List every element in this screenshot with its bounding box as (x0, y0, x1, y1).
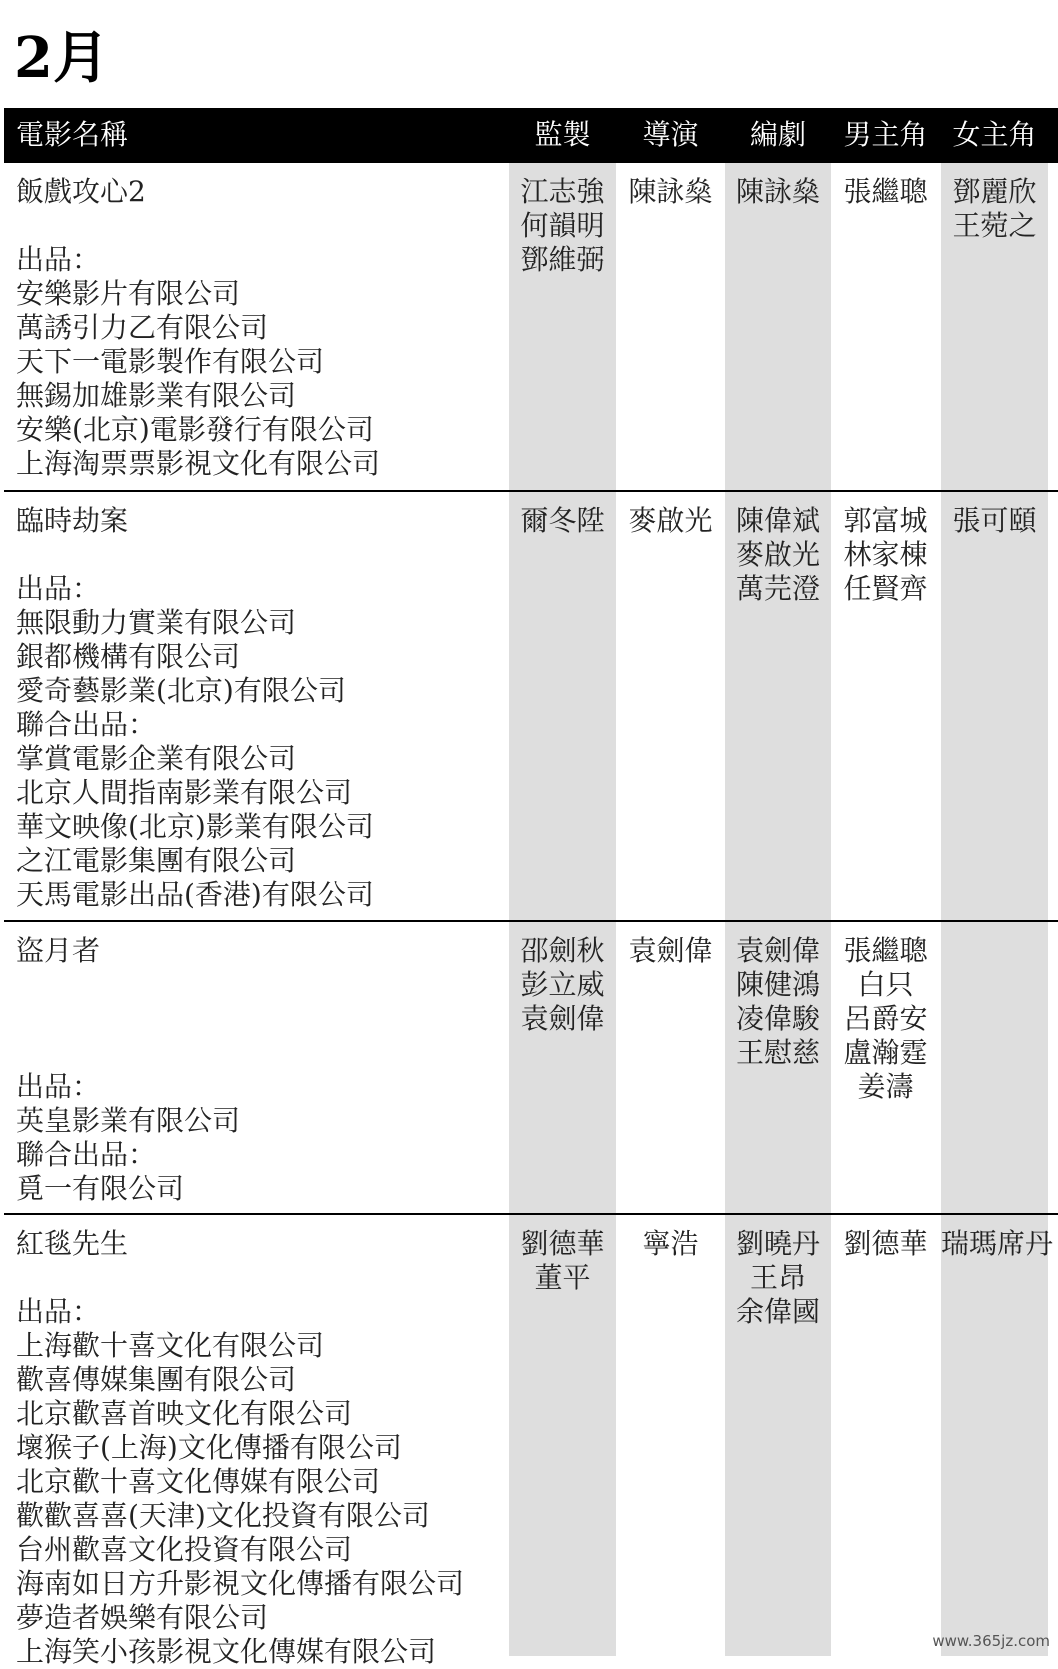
writer-name: 陳詠燊 (735, 175, 820, 208)
producer-name: 何韻明 (520, 209, 605, 242)
writer-cell (725, 175, 831, 209)
credit-line: 天馬電影出品(香港)有限公司 (16, 878, 374, 911)
credit-line: 天下一電影製作有限公司 (16, 345, 325, 378)
credit-line: 上海笑小孩影視文化傳媒有限公司 (16, 1635, 437, 1668)
credit-line: 上海淘票票影視文化有限公司 (16, 447, 381, 480)
actor-cell (832, 504, 939, 606)
producer-cell (509, 934, 616, 1036)
actress-name: 瑞瑪席丹 (941, 1227, 1054, 1260)
writer-name: 余偉國 (735, 1295, 820, 1328)
film-row (4, 163, 1058, 492)
actor-name: 劉德華 (843, 1227, 928, 1260)
film-title: 臨時劫案 (16, 504, 129, 537)
film-info (16, 504, 496, 912)
writer-name: 劉曉丹 (735, 1227, 820, 1260)
actor-name: 林家棟 (843, 538, 928, 571)
actor-name: 呂爵安 (843, 1002, 928, 1035)
actor-name: 白只 (857, 968, 914, 1001)
table-header (4, 108, 1058, 163)
actor-name: 任賢齊 (843, 572, 928, 605)
director-name: 袁劍偉 (628, 934, 713, 967)
credit-line: 之江電影集團有限公司 (16, 844, 297, 877)
producer-cell (509, 504, 616, 538)
actor-name: 盧瀚霆 (843, 1036, 928, 1069)
actor-name: 張繼聰 (843, 934, 928, 967)
header-producer: 監製 (534, 118, 591, 151)
header-title: 電影名稱 (16, 118, 129, 151)
header-writer: 編劇 (749, 118, 806, 151)
actress-cell (941, 504, 1048, 538)
credit-line: 無限動力實業有限公司 (16, 606, 297, 639)
producer-name: 劉德華 (520, 1227, 605, 1260)
producer-name: 袁劍偉 (520, 1002, 605, 1035)
credit-line: 愛奇藝影業(北京)有限公司 (16, 674, 346, 707)
credit-line: 台州歡喜文化投資有限公司 (16, 1533, 353, 1566)
credit-line: 海南如日方升影視文化傳播有限公司 (16, 1567, 465, 1600)
writer-name: 陳健鴻 (735, 968, 820, 1001)
writer-name: 袁劍偉 (735, 934, 820, 967)
actor-name: 張繼聰 (843, 175, 928, 208)
credit-line: 聯合出品： (16, 1138, 157, 1171)
credit-line: 華文映像(北京)影業有限公司 (16, 810, 374, 843)
producer-name: 彭立威 (520, 968, 605, 1001)
director-name: 陳詠燊 (628, 175, 713, 208)
actor-name: 姜濤 (857, 1070, 914, 1103)
actress-name: 張可頤 (952, 504, 1037, 537)
actress-name: 鄧麗欣 (952, 175, 1037, 208)
writer-name: 王慰慈 (735, 1036, 820, 1069)
film-row (4, 922, 1058, 1215)
actor-cell (832, 934, 939, 1104)
credit-line: 出品： (16, 243, 101, 276)
film-title: 飯戲攻心2 (16, 175, 146, 208)
producer-name: 鄧維弼 (520, 243, 605, 276)
credit-line: 北京歡喜首映文化有限公司 (16, 1397, 353, 1430)
producer-name: 邵劍秋 (520, 934, 605, 967)
film-info (16, 175, 496, 481)
credit-line: 上海歡十喜文化有限公司 (16, 1329, 325, 1362)
director-cell (617, 1227, 724, 1261)
credit-line: 聯合出品： (16, 708, 157, 741)
director-cell (617, 504, 724, 538)
month-title: 2月 (14, 25, 109, 91)
writer-name: 麥啟光 (735, 538, 820, 571)
credit-line: 北京人間指南影業有限公司 (16, 776, 353, 809)
header-actress: 女主角 (952, 118, 1037, 151)
credit-line: 夢造者娛樂有限公司 (16, 1601, 269, 1634)
film-row (4, 1215, 1058, 1668)
producer-cell (509, 175, 616, 277)
film-info (16, 1227, 496, 1669)
film-info (16, 934, 496, 1206)
credit-line: 銀都機構有限公司 (16, 640, 241, 673)
credit-line: 覓一有限公司 (16, 1172, 185, 1205)
producer-name: 爾冬陞 (520, 504, 605, 537)
writer-name: 王昂 (749, 1261, 806, 1294)
director-cell (617, 934, 724, 968)
credit-line: 出品： (16, 572, 101, 605)
writer-cell (725, 504, 831, 606)
film-row (4, 492, 1058, 922)
header-actor: 男主角 (843, 118, 928, 151)
director-name: 寧浩 (642, 1227, 699, 1260)
actor-cell (832, 1227, 939, 1261)
credit-line: 萬誘引力乙有限公司 (16, 311, 269, 344)
actress-cell (941, 175, 1048, 243)
writer-cell (725, 934, 831, 1070)
actor-name: 郭富城 (843, 504, 928, 537)
producer-name: 江志強 (520, 175, 605, 208)
writer-cell (725, 1227, 831, 1329)
credit-line: 安樂影片有限公司 (16, 277, 241, 310)
actress-cell (941, 1227, 1054, 1261)
director-name: 麥啟光 (628, 504, 713, 537)
producer-cell (509, 1227, 616, 1295)
credit-line: 掌賞電影企業有限公司 (16, 742, 297, 775)
credit-line: 北京歡十喜文化傳媒有限公司 (16, 1465, 381, 1498)
credit-line: 出品： (16, 1070, 101, 1103)
producer-name: 董平 (534, 1261, 591, 1294)
film-title: 紅毯先生 (16, 1227, 129, 1260)
writer-name: 陳偉斌 (735, 504, 820, 537)
director-cell (617, 175, 724, 209)
header-director: 導演 (642, 118, 699, 151)
actor-cell (832, 175, 939, 209)
credit-line: 無錫加雄影業有限公司 (16, 379, 297, 412)
credit-line: 英皇影業有限公司 (16, 1104, 241, 1137)
actress-name: 王菀之 (952, 209, 1037, 242)
watermark-text: www.365jz.com (932, 1632, 1050, 1650)
film-title: 盜月者 (16, 934, 101, 967)
credit-line: 出品： (16, 1295, 101, 1328)
writer-name: 萬芫澄 (735, 572, 820, 605)
credit-line: 歡歡喜喜(天津)文化投資有限公司 (16, 1499, 430, 1532)
credit-line: 歡喜傳媒集團有限公司 (16, 1363, 297, 1396)
credit-line: 安樂(北京)電影發行有限公司 (16, 413, 374, 446)
credit-line: 壞猴子(上海)文化傳播有限公司 (16, 1431, 402, 1464)
writer-name: 凌偉駿 (735, 1002, 820, 1035)
